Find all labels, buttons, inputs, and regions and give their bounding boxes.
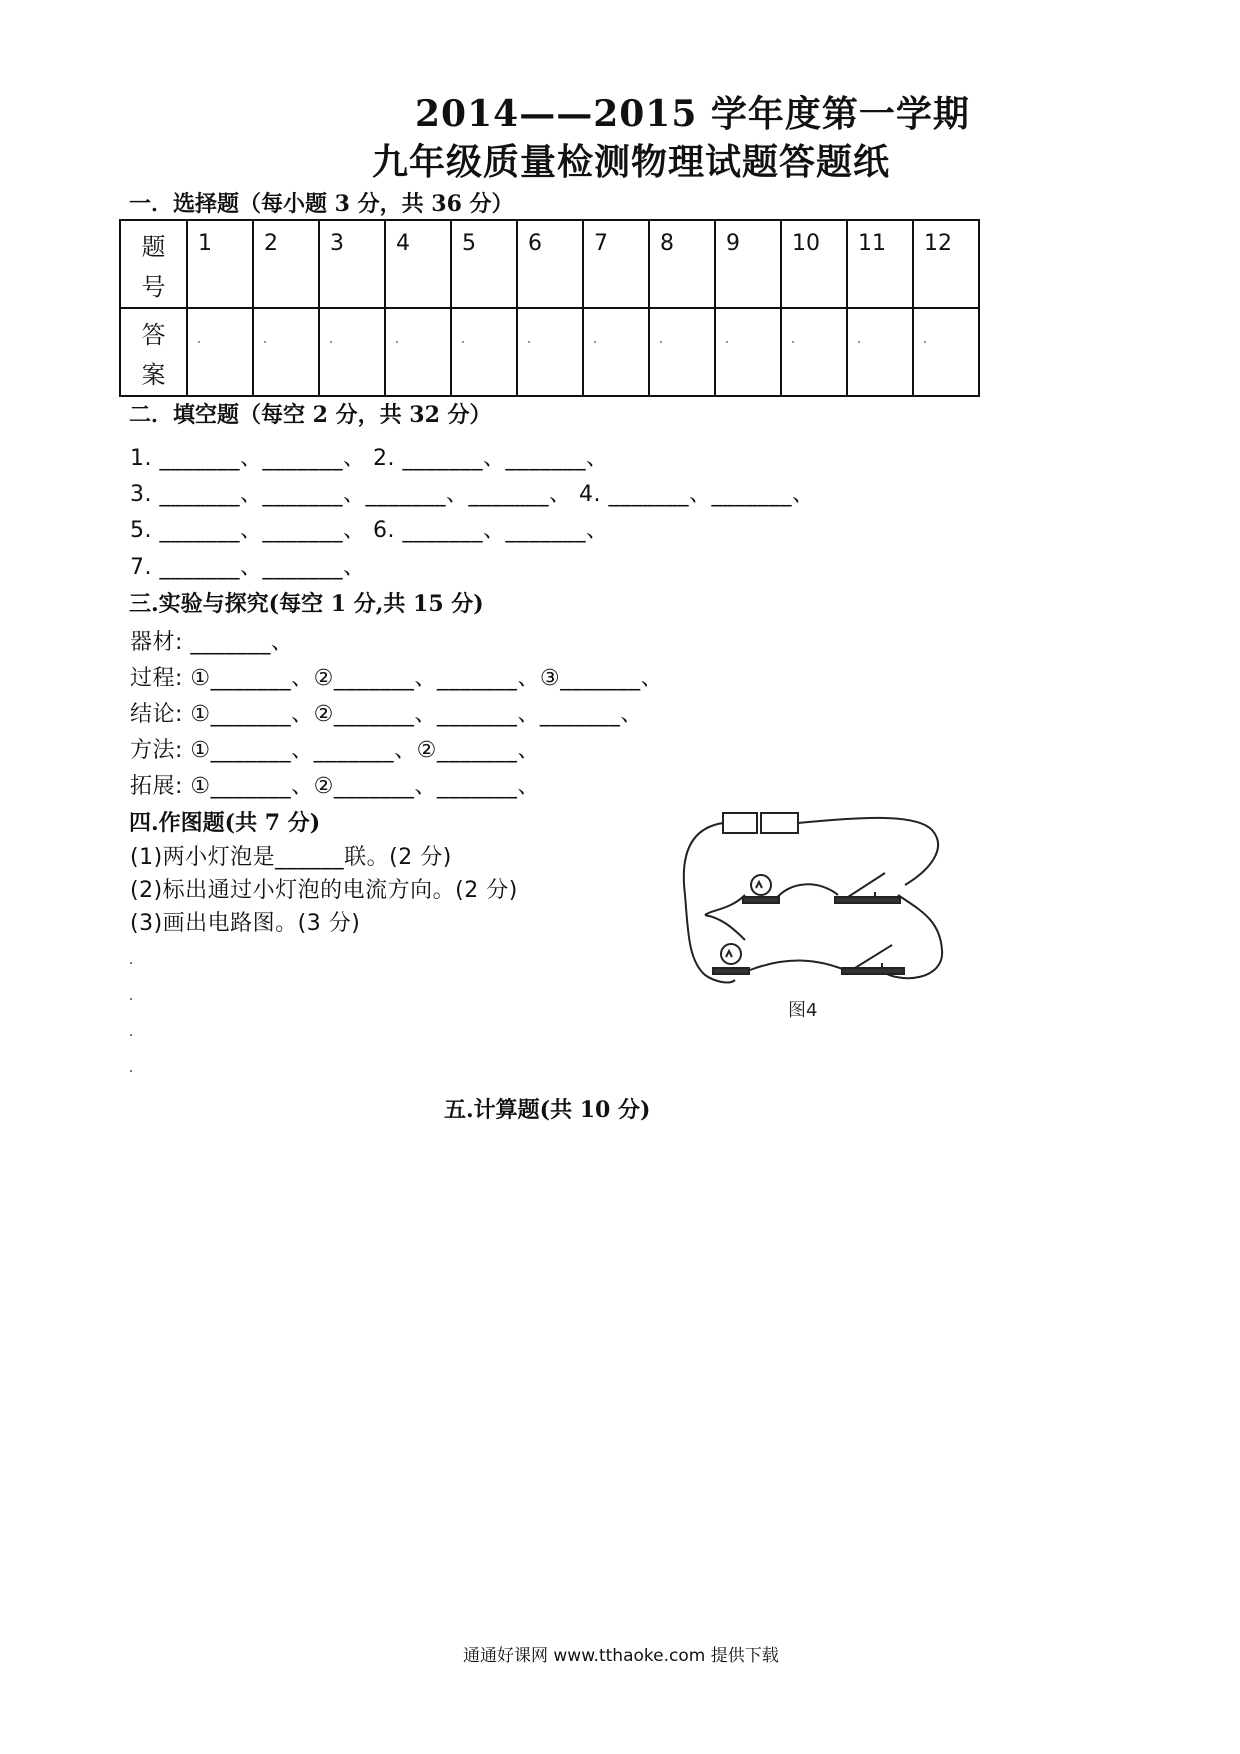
figure-caption: 图4 — [788, 1000, 818, 1020]
question-number-cell: 9 — [715, 220, 781, 308]
margin-mark — [130, 998, 132, 1000]
question-number-cell: 7 — [583, 220, 649, 308]
answer-cell[interactable] — [187, 308, 253, 396]
drawing-question-1[interactable]: (1)两小灯泡是______联。(2 分) — [130, 845, 452, 870]
drawing-question-2: (2)标出通过小灯泡的电流方向。(2 分) — [130, 878, 518, 903]
answer-cell[interactable] — [253, 308, 319, 396]
question-number-cell: 1 — [187, 220, 253, 308]
margin-mark — [130, 1070, 132, 1072]
answer-cell[interactable] — [385, 308, 451, 396]
section4-heading: 四.作图题(共 7 分) — [129, 810, 321, 836]
drawing-question-3: (3)画出电路图。(3 分) — [130, 911, 361, 936]
wire-left-outer — [684, 823, 735, 982]
question-number-cell: 4 — [385, 220, 451, 308]
fill-line-3[interactable]: 5. _______、_______、 6. _______、_______、 — [130, 518, 609, 543]
answer-cell[interactable] — [517, 308, 583, 396]
experiment-line-method[interactable]: 方法: ①_______、_______、②_______、 — [130, 738, 540, 763]
experiment-line-process[interactable]: 过程: ①_______、②_______、_______、③_______、 — [130, 666, 664, 691]
circuit-figure — [670, 800, 970, 1020]
answer-cell[interactable] — [451, 308, 517, 396]
battery-cell-1 — [723, 813, 757, 833]
bulb-icon — [713, 944, 749, 974]
question-number-cell: 12 — [913, 220, 979, 308]
wire-lamp2-switch2 — [750, 961, 845, 970]
wire-lamp1-switch1 — [775, 884, 838, 900]
title-line-2: 九年级质量检测物理试题答题纸 — [372, 141, 891, 183]
answer-cell[interactable] — [847, 308, 913, 396]
switch-icon — [842, 945, 904, 974]
question-number-cell: 5 — [451, 220, 517, 308]
wire-upper-left — [705, 895, 745, 915]
answer-cell[interactable] — [781, 308, 847, 396]
wire-middle — [705, 915, 745, 940]
table-row-answers — [120, 308, 979, 396]
wire-right-loop — [880, 895, 942, 978]
fill-line-1[interactable]: 1. _______、_______、 2. _______、_______、 — [130, 446, 609, 471]
question-number-cell: 3 — [319, 220, 385, 308]
answer-cell[interactable] — [319, 308, 385, 396]
section2-heading: 二．填空题（每空 2 分，共 32 分） — [129, 402, 492, 428]
title-line-1: 2014——2015 学年度第一学期 — [415, 93, 970, 135]
experiment-line-materials[interactable]: 器材: _______、 — [130, 630, 294, 655]
row-label-number-text: 题号 — [141, 233, 166, 301]
answer-table — [119, 219, 980, 397]
table-row-numbers — [120, 220, 979, 308]
footer-source: 通通好课网 www.tthaoke.com 提供下载 — [463, 1646, 779, 1666]
bulb-icon — [743, 875, 779, 903]
wire-top-right — [798, 818, 938, 885]
margin-mark — [130, 1034, 132, 1036]
question-number-cell: 2 — [253, 220, 319, 308]
answer-cell[interactable] — [649, 308, 715, 396]
answer-cell[interactable] — [715, 308, 781, 396]
margin-mark — [130, 962, 132, 964]
question-number-cell: 8 — [649, 220, 715, 308]
experiment-line-extension[interactable]: 拓展: ①_______、②_______、_______、 — [130, 774, 540, 799]
row-label-number — [120, 220, 187, 308]
row-label-answer — [120, 308, 187, 396]
battery-cell-2 — [761, 813, 798, 833]
fill-line-4[interactable]: 7. _______、_______、 — [130, 555, 366, 580]
row-label-answer-text: 答案 — [141, 321, 166, 389]
question-number-cell: 11 — [847, 220, 913, 308]
fill-line-2[interactable]: 3. _______、_______、_______、_______、 4. _______、_______、 — [130, 482, 815, 507]
question-number-cell: 10 — [781, 220, 847, 308]
experiment-line-conclusion[interactable]: 结论: ①_______、②_______、_______、_______、 — [130, 702, 643, 727]
section5-heading: 五.计算题(共 10 分) — [444, 1097, 651, 1123]
answer-cell[interactable] — [583, 308, 649, 396]
section3-heading: 三.实验与探究(每空 1 分,共 15 分) — [129, 591, 484, 617]
section1-heading: 一．选择题（每小题 3 分，共 36 分） — [129, 191, 514, 217]
question-number-cell: 6 — [517, 220, 583, 308]
answer-cell[interactable] — [913, 308, 979, 396]
switch-icon — [835, 873, 900, 903]
